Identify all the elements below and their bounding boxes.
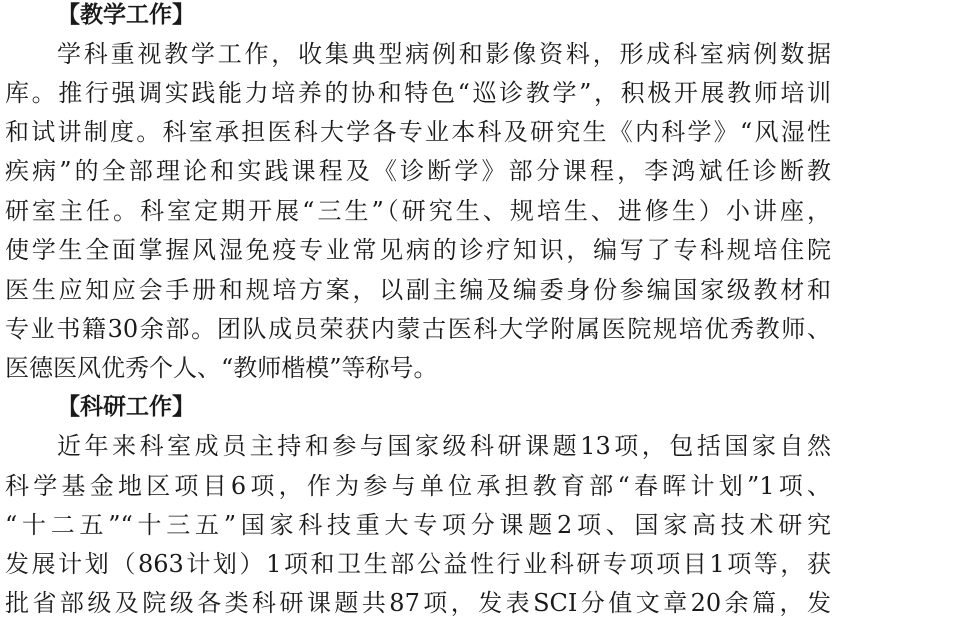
paragraph-line: 和试讲制度。科室承担医科大学各专业本科及研究生《内科学》“风湿性 bbox=[5, 118, 831, 146]
paragraph-line: 科学基金地区项目6项，作为参与单位承担教育部“春晖计划”1项、 bbox=[5, 472, 831, 500]
paragraph-line: 批省部级及院级各类科研课题共87项，发表SCI分值文章20余篇，发 bbox=[5, 589, 831, 617]
paragraph-line: 医生应知应会手册和规培方案，以副主编及编委身份参编国家级教材和 bbox=[5, 276, 831, 304]
section-heading-teaching: 【教学工作】 bbox=[57, 2, 195, 28]
paragraph-line: 专业书籍30余部。团队成员荣获内蒙古医科大学附属医院规培优秀教师、 bbox=[5, 315, 831, 343]
paragraph-line: 使学生全面掌握风湿免疫专业常见病的诊疗知识，编写了专科规培住院 bbox=[5, 236, 831, 264]
paragraph-line: 近年来科室成员主持和参与国家级科研课题13项，包括国家自然 bbox=[57, 432, 831, 460]
section-heading-research: 【科研工作】 bbox=[57, 394, 195, 420]
paragraph-line: 库。推行强调实践能力培养的协和特色“巡诊教学”，积极开展教师培训 bbox=[5, 79, 831, 107]
paragraph-line: 研室主任。科室定期开展“三生”（研究生、规培生、进修生）小讲座， bbox=[5, 197, 831, 225]
paragraph-line: 医德医风优秀个人、“教师楷模”等称号。 bbox=[5, 354, 438, 382]
paragraph-line: 发展计划（863计划）1项和卫生部公益性行业科研专项项目1项等，获 bbox=[5, 550, 831, 578]
paragraph-line: 学科重视教学工作，收集典型病例和影像资料，形成科室病例数据 bbox=[57, 40, 831, 68]
paragraph-line: “十二五”“十三五”国家科技重大专项分课题2项、国家高技术研究 bbox=[5, 511, 831, 539]
paragraph-line: 疾病”的全部理论和实践课程及《诊断学》部分课程，李鸿斌任诊断教 bbox=[5, 157, 831, 185]
